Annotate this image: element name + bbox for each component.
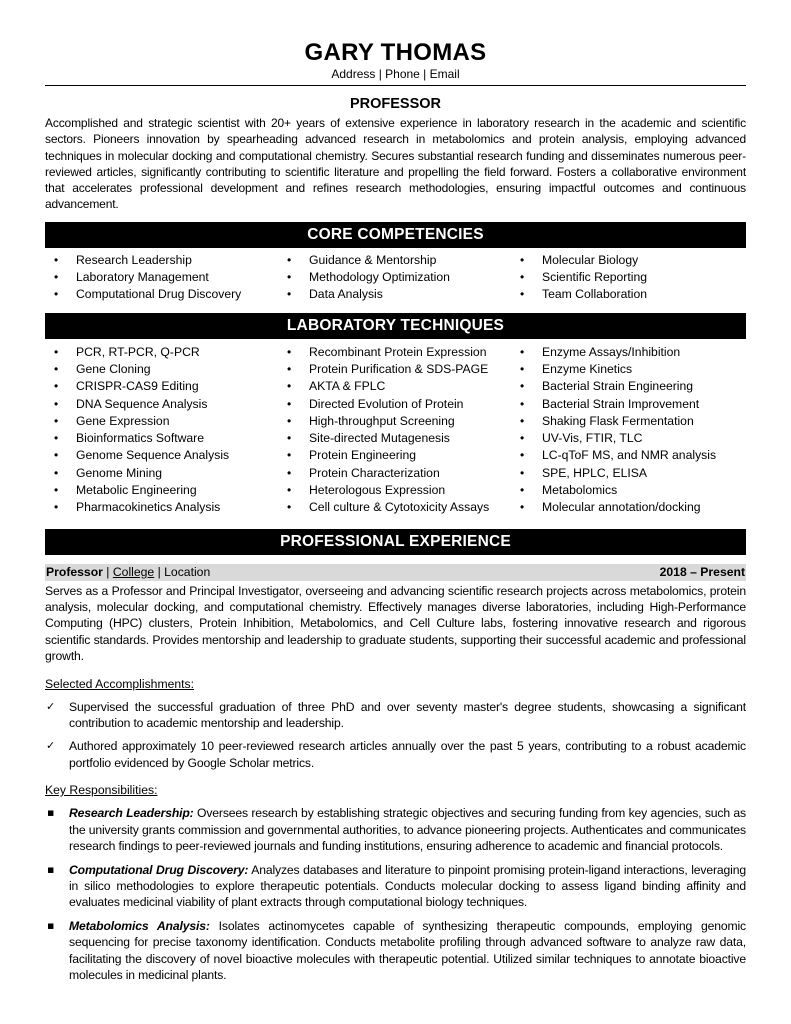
resume-page (45, 0, 746, 983)
technique-item: • Shaking Flask Fermentation (511, 413, 744, 430)
technique-item: • Metabolomics (511, 482, 744, 499)
job-header-left (46, 564, 210, 581)
competency-item: • Computational Drug Discovery (45, 286, 278, 303)
technique-item: • LC-qToF MS, and NMR analysis (511, 447, 744, 464)
core-competencies-list (45, 252, 746, 304)
competency-item: • Guidance & Mentorship (278, 252, 511, 269)
responsibility-label: Metabolomics Analysis: (69, 918, 210, 933)
technique-column-1 (45, 344, 278, 517)
competency-column-3 (511, 252, 744, 304)
technique-item: • SPE, HPLC, ELISA (511, 465, 744, 482)
technique-item: • Molecular annotation/docking (511, 499, 744, 516)
technique-item: • CRISPR-CAS9 Editing (45, 378, 278, 395)
responsibility-label: Research Leadership: (69, 806, 194, 821)
contact-line: Address | Phone | Email (331, 67, 460, 81)
technique-item: • Bacterial Strain Engineering (511, 378, 744, 395)
candidate-name: GARY THOMAS (304, 39, 487, 66)
technique-item: • Protein Engineering (278, 447, 511, 464)
accomplishment-item: ✓ Supervised the successful graduation of three PhD and over seventy master's degree students, showcasing a significant contribution to academic mentorship and leadership. (45, 699, 746, 732)
responsibility-item (45, 918, 746, 984)
technique-item: • Protein Purification & SDS-PAGE (278, 361, 511, 378)
competency-item: • Methodology Optimization (278, 269, 511, 286)
job-dates: 2018 – Present (659, 564, 745, 579)
competency-column-2 (278, 252, 511, 304)
competency-item: • Data Analysis (278, 286, 511, 303)
header-divider (45, 85, 746, 86)
separator: | (154, 564, 165, 579)
job-description: Serves as a Professor and Principal Investigator, overseeing and advancing scientific research projects across metabolomics, protein analysis, molecular docking, and computational chemistry. Effectively manages diverse laboratories, including High-Performance Computing (HPC) clusters, Protein Inhibition, Metabolomics, and Cell Culture labs, fostering innovative research and rigorous scientific standards. Provides mentorship and leadership to graduate students, supporting their successful academic and professional growth. (45, 583, 746, 664)
technique-item: • High-throughput Screening (278, 413, 511, 430)
competency-item: • Laboratory Management (45, 269, 278, 286)
competency-item: • Team Collaboration (511, 286, 744, 303)
lab-techniques-heading: LABORATORY TECHNIQUES (45, 313, 746, 339)
professional-summary: Accomplished and strategic scientist with 20+ years of extensive experience in laboratory research in the academic and scientific sectors. Pioneers innovation by spearheading advanced research in metabolomics and protein analysis, employing advanced techniques in molecular docking and computational chemistry. Secures substantial research funding and disseminates numerous peer-reviewed articles, significantly contributing to scientific literature and propelling the field forward. Fosters a collaborative environment that accelerates professional development and refines research methodologies, ensuring impactful outcomes and continuous advancement. (45, 116, 746, 212)
technique-item: • Genome Sequence Analysis (45, 447, 278, 464)
accomplishments-list (45, 699, 746, 772)
technique-item: • DNA Sequence Analysis (45, 396, 278, 413)
technique-item: • Site-directed Mutagenesis (278, 430, 511, 447)
responsibility-text: Isolates actinomycetes capable of synthesizing therapeutic compounds, employing genomic sequencing for precise taxonomy identification. Conducts metabolite profiling through advanced software to analyze raw data, facilitating the discovery of novel bioactive molecules with therapeutic potential. Utilized similar techniques to annotate bioactive molecules in medicinal plants. (69, 918, 746, 982)
technique-item: • Protein Characterization (278, 465, 511, 482)
technique-item: • Gene Expression (45, 413, 278, 430)
technique-item: • AKTA & FPLC (278, 378, 511, 395)
responsibility-text: Oversees research by establishing strategic objectives and securing funding from key agencies, such as the university grants commission and governmental authorities, to advance pioneering projects. Authenticates and communicates research findings to peer-reviewed journals and funding institutions, ensuring adherence to academic and financial protocols. (69, 806, 746, 854)
technique-column-2 (278, 344, 511, 517)
technique-item: • Directed Evolution of Protein (278, 396, 511, 413)
job-role: Professor (46, 564, 103, 579)
responsibilities-list (45, 805, 746, 983)
technique-item: • PCR, RT-PCR, Q-PCR (45, 344, 278, 361)
competency-item: • Scientific Reporting (511, 269, 744, 286)
separator: | (102, 564, 113, 579)
responsibility-item (45, 805, 746, 854)
competency-column-1 (45, 252, 278, 304)
accomplishments-heading: Selected Accomplishments: (45, 676, 195, 691)
experience-heading: PROFESSIONAL EXPERIENCE (45, 529, 746, 555)
technique-item: • Cell culture & Cytotoxicity Assays (278, 499, 511, 516)
technique-item: • Enzyme Kinetics (511, 361, 744, 378)
job-title: PROFESSOR (349, 96, 442, 112)
technique-column-3 (511, 344, 744, 517)
technique-item: • UV-Vis, FTIR, TLC (511, 430, 744, 447)
technique-item: • Bacterial Strain Improvement (511, 396, 744, 413)
technique-item: • Metabolic Engineering (45, 482, 278, 499)
competency-item: • Research Leadership (45, 252, 278, 269)
job-header (45, 564, 746, 581)
responsibility-label: Computational Drug Discovery: (69, 862, 249, 877)
technique-item: • Gene Cloning (45, 361, 278, 378)
accomplishment-item: ✓ Authored approximately 10 peer-reviewed research articles annually over the past 5 years, contributing to a robust academic portfolio evidenced by Google Scholar metrics. (45, 738, 746, 771)
responsibilities-heading: Key Responsibilities: (45, 783, 158, 798)
technique-item: • Pharmacokinetics Analysis (45, 499, 278, 516)
technique-item: • Bioinformatics Software (45, 430, 278, 447)
core-competencies-heading: CORE COMPETENCIES (45, 222, 746, 248)
technique-item: • Recombinant Protein Expression (278, 344, 511, 361)
technique-item: • Genome Mining (45, 465, 278, 482)
responsibility-text: Analyzes databases and literature to pinpoint promising protein-ligand interactions, leveraging in silico methodologies to explore therapeutic potentials. Conducts molecular docking to assess ligand binding affinity and evaluates medicinal viability of plant extracts through computational biology techniques. (69, 862, 746, 910)
competency-item: • Molecular Biology (511, 252, 744, 269)
lab-techniques-list (45, 344, 746, 517)
technique-item: • Enzyme Assays/Inhibition (511, 344, 744, 361)
job-location: Location (164, 564, 211, 579)
responsibility-item (45, 862, 746, 911)
job-organization: College (112, 564, 155, 579)
technique-item: • Heterologous Expression (278, 482, 511, 499)
